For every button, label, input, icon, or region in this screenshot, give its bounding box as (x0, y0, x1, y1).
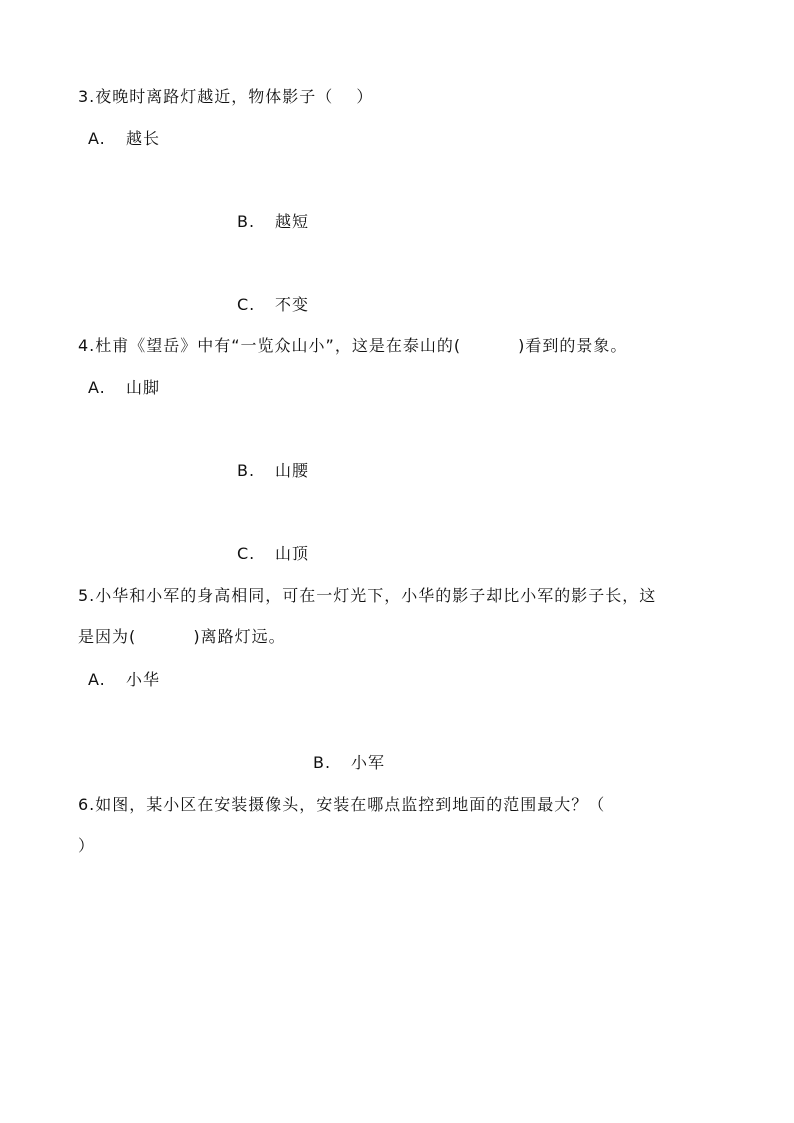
option-text: 越短 (275, 212, 310, 231)
option-letter: C. (237, 544, 256, 563)
option-letter: B. (237, 461, 256, 480)
question-6-stem-line-2: ） (78, 836, 96, 855)
option-text: 山脚 (126, 378, 161, 397)
question-3-option-b[interactable] (237, 212, 309, 232)
option-text: 越长 (126, 129, 161, 148)
question-4-option-c[interactable] (237, 544, 309, 564)
question-5-option-a[interactable] (88, 670, 160, 690)
question-6-stem-line-1: 6.如图，某小区在安装摄像头，安装在哪点监控到地面的范围最大？（ (78, 795, 606, 814)
option-letter: A. (88, 378, 106, 397)
question-3-option-a[interactable] (88, 129, 160, 149)
question-3-stem: 3.夜晚时离路灯越近，物体影子（ ） (78, 87, 374, 106)
option-letter: A. (88, 129, 106, 148)
option-letter: B. (237, 212, 256, 231)
option-text: 山顶 (275, 544, 310, 563)
question-5-option-b[interactable] (313, 753, 385, 773)
option-text: 小军 (351, 753, 386, 772)
question-4-option-b[interactable] (237, 461, 309, 481)
question-4-option-a[interactable] (88, 378, 160, 398)
option-text: 不变 (275, 295, 310, 314)
option-letter: A. (88, 670, 106, 689)
question-5-stem-line-1: 5.小华和小军的身高相同，可在一灯光下，小华的影子却比小军的影子长，这 (78, 586, 657, 605)
option-text: 小华 (126, 670, 161, 689)
question-3-option-c[interactable] (237, 295, 309, 315)
question-4-stem: 4.杜甫《望岳》中有“一览众山小”，这是在泰山的( )看到的景象。 (78, 336, 628, 355)
question-5-stem-line-2: 是因为( )离路灯远。 (78, 627, 286, 646)
option-letter: B. (313, 753, 332, 772)
option-letter: C. (237, 295, 256, 314)
option-text: 山腰 (275, 461, 310, 480)
